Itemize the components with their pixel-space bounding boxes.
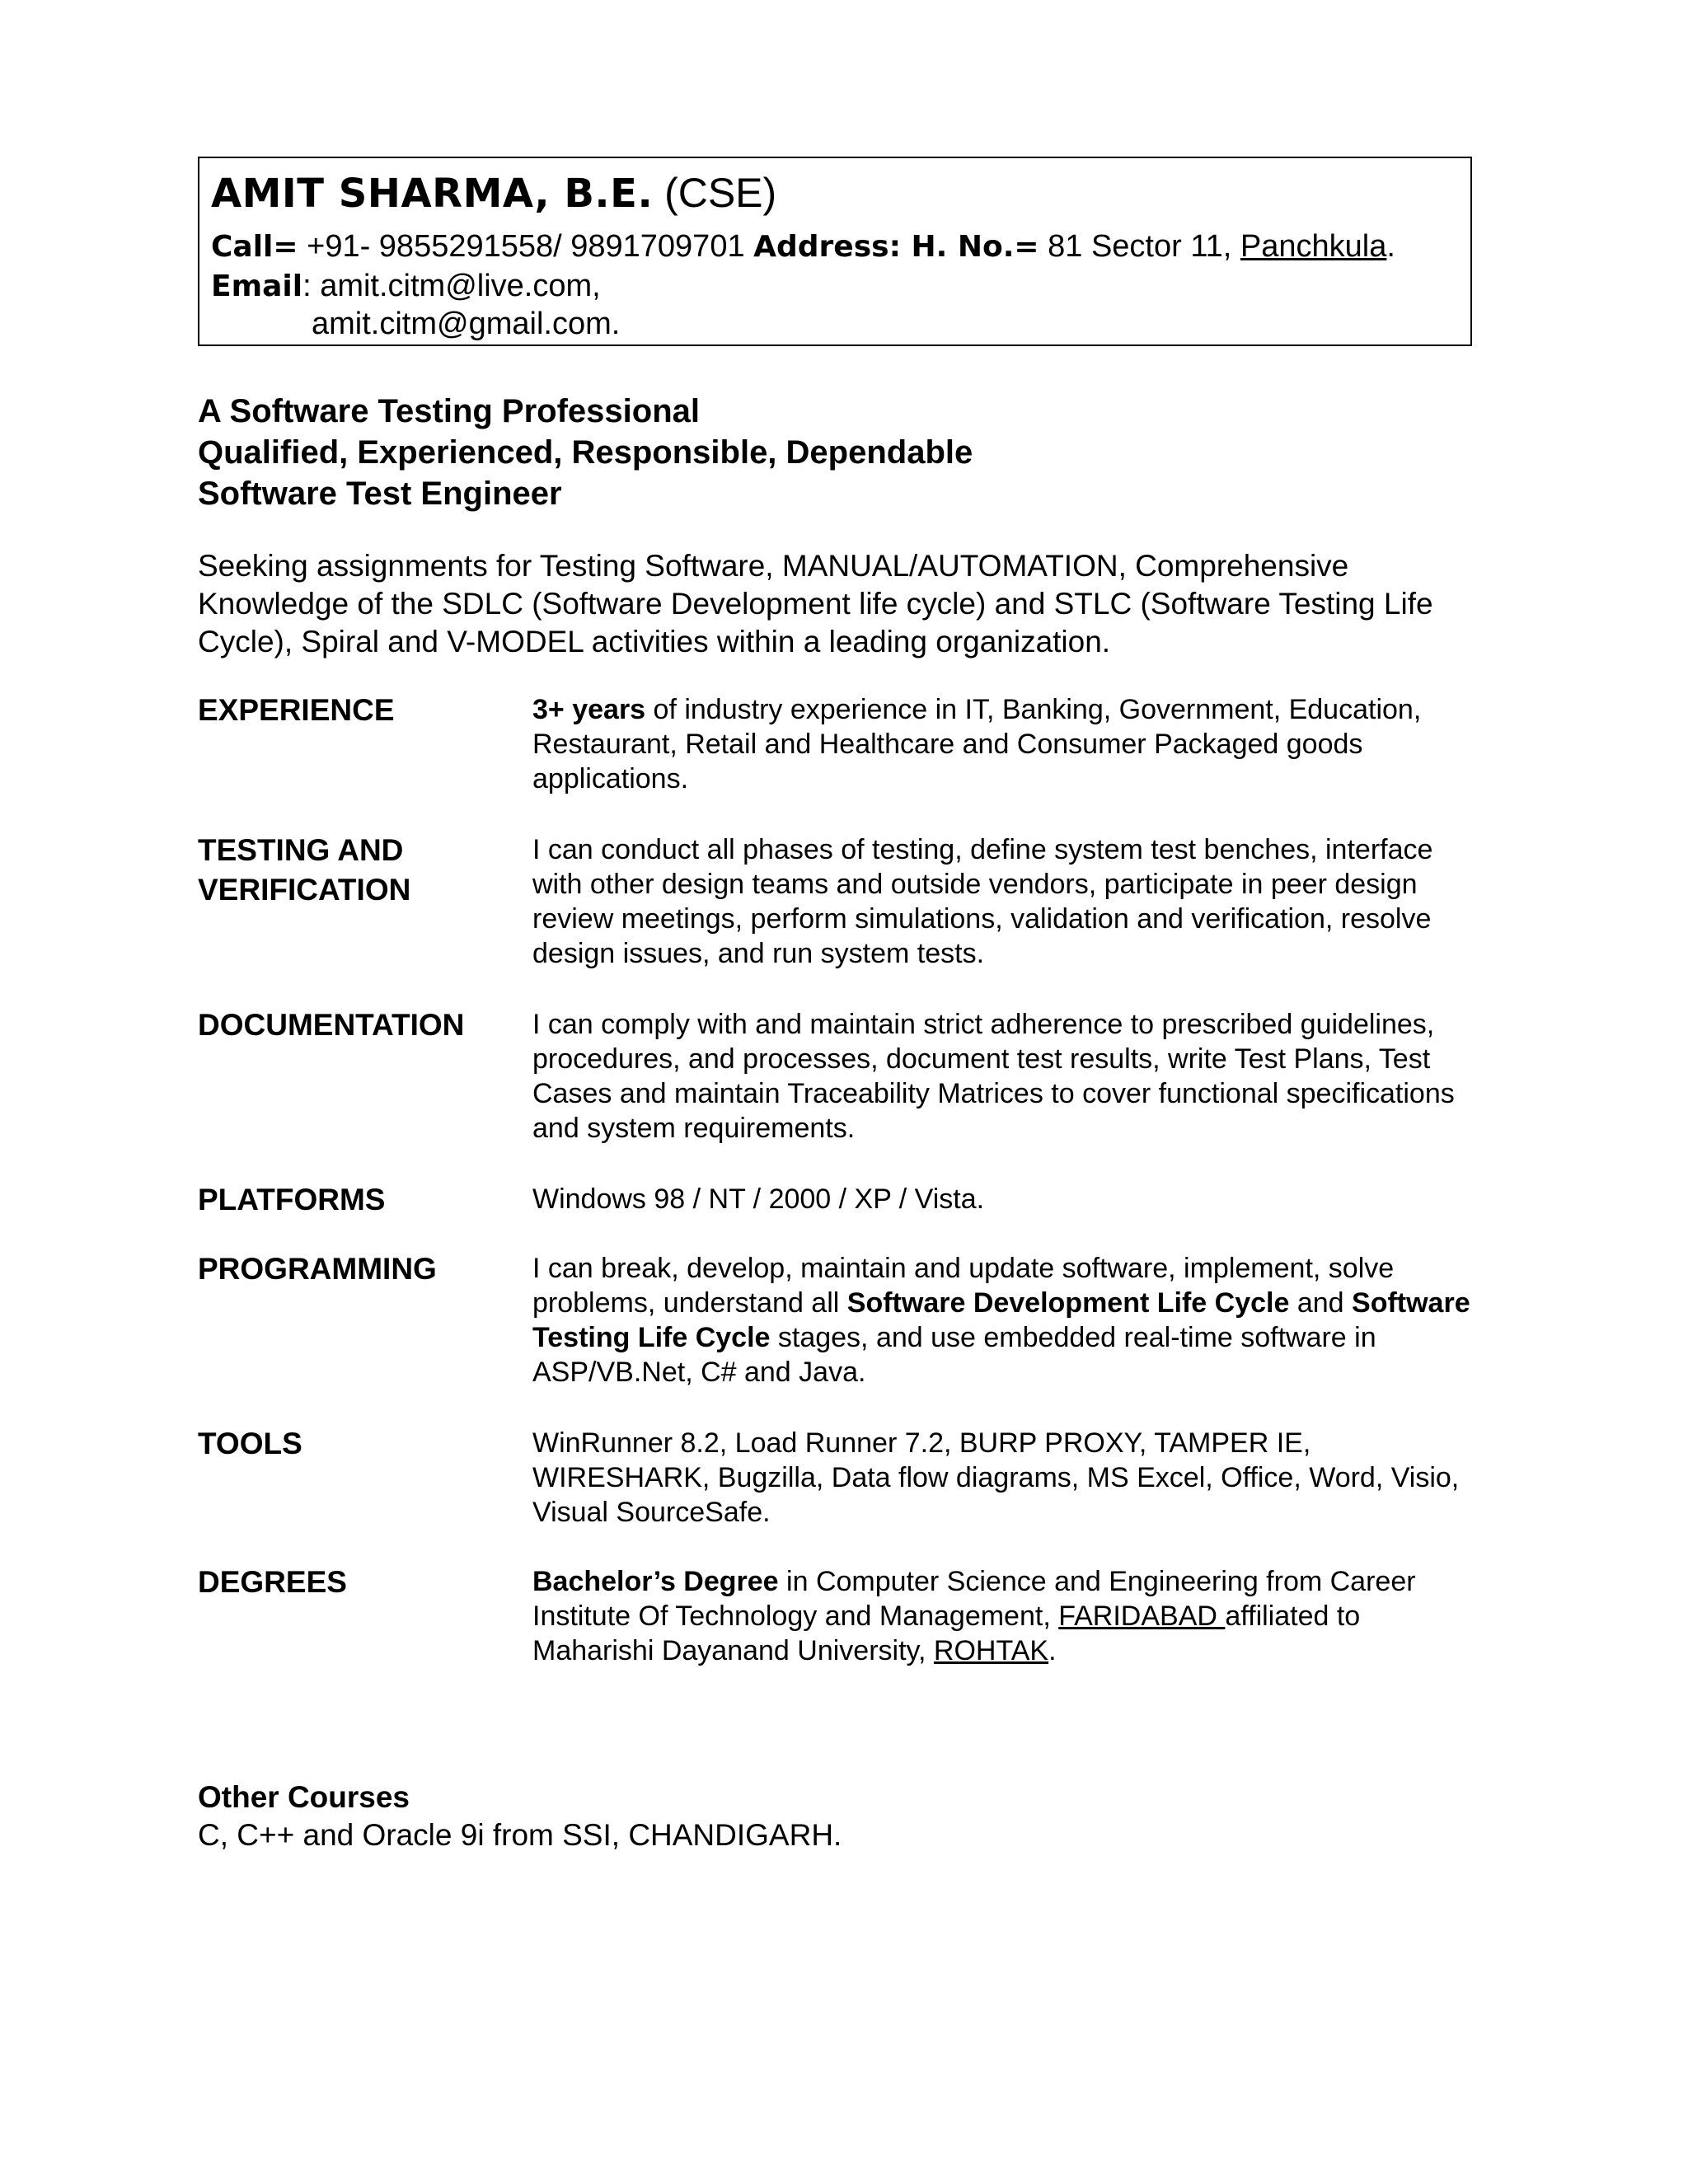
degrees-text-b: affiliated to Maharishi Dayanand University, xyxy=(532,1601,1361,1666)
degrees-body xyxy=(532,1564,1480,1668)
experience-body xyxy=(532,692,1480,796)
programming-text-a: I can break, develop, maintain and update software, implement, solve problems, understand all xyxy=(532,1253,1395,1319)
address-label: Address: H. No.= xyxy=(753,230,1039,264)
platforms-body: Windows 98 / NT / 2000 / XP / Vista. xyxy=(532,1183,985,1215)
other-courses-block xyxy=(198,1779,842,1854)
other-courses-title: Other Courses xyxy=(198,1780,410,1814)
tools-body: WinRunner 8.2, Load Runner 7.2, BURP PROXY, TAMPER IE, WIRESHARK, Bugzilla, Data flow diagrams, MS Excel, Office, Word, Visio, Visual SourceSafe. xyxy=(532,1427,1460,1528)
candidate-name-line xyxy=(211,168,776,218)
email-separator: : xyxy=(302,269,321,303)
tools-label: TOOLS xyxy=(198,1427,302,1460)
headline-line-1: A Software Testing Professional xyxy=(198,393,701,429)
address-end: . xyxy=(1386,229,1395,264)
experience-label: EXPERIENCE xyxy=(198,693,395,727)
documentation-body: I can comply with and maintain strict adherence to prescribed guidelines, procedures, and processes, document test results, write Test Plans, Test Cases and maintain Traceability Matrices to cover functional specifications and system requirements. xyxy=(532,1009,1455,1144)
call-label: Call= xyxy=(211,230,298,264)
headline-line-2: Qualified, Experienced, Responsible, Dependable xyxy=(198,434,973,471)
degrees-text-a: in Computer Science and Engineering from Career Institute Of Technology and Management, xyxy=(532,1566,1416,1632)
programming-text-b: and xyxy=(1289,1287,1353,1319)
documentation-label: DOCUMENTATION xyxy=(198,1008,465,1042)
programming-stlc: Software Testing Life Cycle xyxy=(532,1287,1470,1353)
testing-body: I can conduct all phases of testing, define system test benches, interface with other design teams and outside vendors, participate in peer design review meetings, perform simulations, validation and verification, resolve design issues, and run system tests. xyxy=(532,834,1433,969)
degrees-city-1: FARIDABAD xyxy=(1058,1601,1226,1632)
testing-label-line-2: VERIFICATION xyxy=(198,873,411,907)
programming-label: PROGRAMMING xyxy=(198,1252,437,1286)
email-label: Email xyxy=(211,269,303,303)
programming-body xyxy=(532,1251,1480,1390)
email-secondary: amit.citm@gmail.com. xyxy=(312,307,621,341)
candidate-name: AMIT SHARMA, B.E. xyxy=(211,171,654,217)
address-city: Panchkula xyxy=(1240,229,1387,264)
platforms-label: PLATFORMS xyxy=(198,1183,386,1216)
headline-block xyxy=(198,391,973,514)
email-secondary-line xyxy=(312,305,620,343)
programming-text-c: stages, and use embedded real-time software in ASP/VB.Net, C# and Java. xyxy=(532,1322,1376,1388)
degrees-text-c: . xyxy=(1048,1635,1057,1666)
degrees-label: DEGREES xyxy=(198,1565,347,1599)
testing-label-line-1: TESTING AND xyxy=(198,833,404,867)
degrees-city-2: ROHTAK xyxy=(933,1635,1049,1666)
programming-sdlc: Software Development Life Cycle xyxy=(846,1287,1290,1319)
degree-title: Bachelor’s Degree xyxy=(532,1566,779,1597)
experience-years: 3+ years xyxy=(532,694,646,725)
other-courses-text: C, C++ and Oracle 9i from SSI, CHANDIGARH. xyxy=(198,1818,842,1852)
experience-text: of industry experience in IT, Banking, Government, Education, Restaurant, Retail and Healthcare and Consumer Packaged goods applications. xyxy=(532,694,1422,794)
address-text: 81 Sector 11, xyxy=(1048,229,1232,264)
objective-paragraph: Seeking assignments for Testing Software, MANUAL/AUTOMATION, Comprehensive Knowledge of the SDLC (Software Development life cycle) and STLC (Software Testing Life Cycle), Spiral and V-MODEL activities within a leading organization. xyxy=(198,549,1433,658)
phone-numbers: +91- 9855291558/ 9891709701 xyxy=(307,229,745,264)
qualification: (CSE) xyxy=(664,170,777,216)
phone-address-line xyxy=(211,227,1395,266)
testing-label xyxy=(198,831,519,910)
email-primary: amit.citm@live.com, xyxy=(320,269,601,303)
email-line xyxy=(211,267,601,306)
contact-header-box xyxy=(198,157,1472,346)
headline-line-3: Software Test Engineer xyxy=(198,476,562,512)
